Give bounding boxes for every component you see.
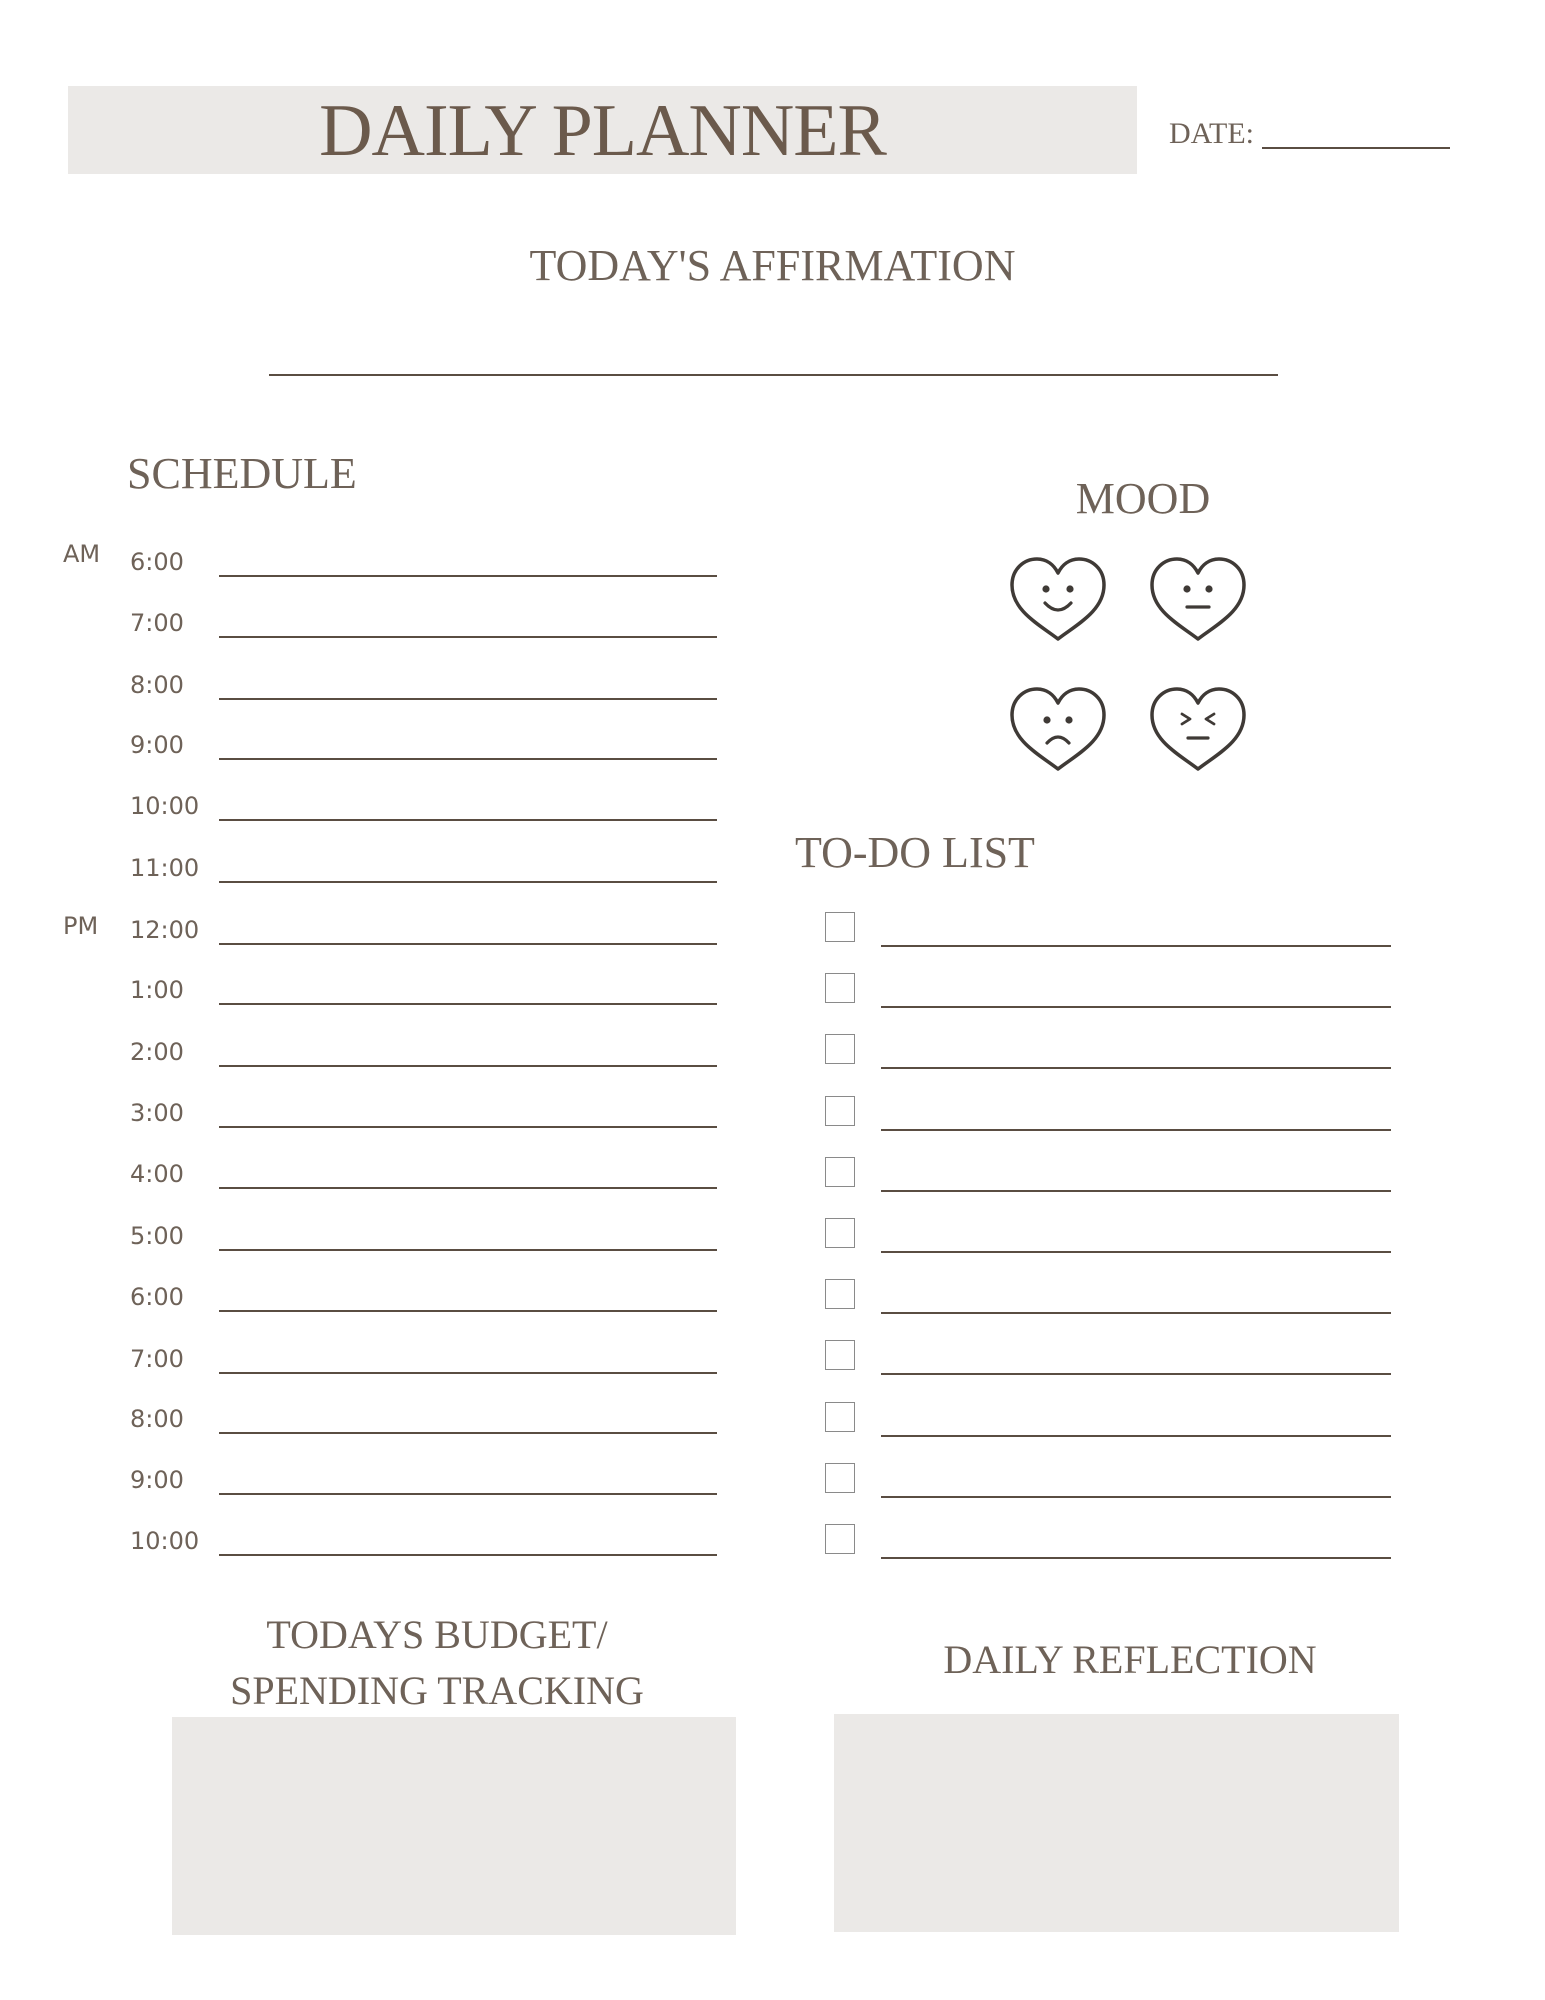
schedule-time: 10:00 (130, 792, 200, 820)
todo-checkbox[interactable] (825, 1463, 855, 1493)
schedule-time: 4:00 (130, 1160, 184, 1188)
budget-title (170, 1607, 704, 1719)
schedule-entry-line[interactable] (219, 1493, 717, 1495)
schedule-time: 7:00 (130, 609, 184, 637)
todo-entry-line[interactable] (881, 1251, 1391, 1253)
sad-heart-icon[interactable] (1008, 685, 1108, 773)
schedule-entry-line[interactable] (219, 1003, 717, 1005)
budget-title-line1: TODAYS BUDGET/ (266, 1612, 608, 1657)
todo-entry-line[interactable] (881, 945, 1391, 947)
todo-checkbox[interactable] (825, 1034, 855, 1064)
todo-entry-line[interactable] (881, 1067, 1391, 1069)
schedule-time: 3:00 (130, 1099, 184, 1127)
budget-title-line2: SPENDING TRACKING (230, 1668, 644, 1713)
todo-entry-line[interactable] (881, 1496, 1391, 1498)
neutral-heart-icon[interactable] (1148, 555, 1248, 643)
todo-entry-line[interactable] (881, 1435, 1391, 1437)
todo-checkbox[interactable] (825, 1218, 855, 1248)
schedule-entry-line[interactable] (219, 698, 717, 700)
schedule-time: 1:00 (130, 976, 184, 1004)
schedule-time: 9:00 (130, 731, 184, 759)
schedule-time: 5:00 (130, 1222, 184, 1250)
schedule-entry-line[interactable] (219, 1187, 717, 1189)
schedule-entry-line[interactable] (219, 1554, 717, 1556)
todo-checkbox[interactable] (825, 1096, 855, 1126)
schedule-entry-line[interactable] (219, 1310, 717, 1312)
schedule-entry-line[interactable] (219, 881, 717, 883)
schedule-time: 9:00 (130, 1466, 184, 1494)
todo-checkbox[interactable] (825, 912, 855, 942)
schedule-time: 11:00 (130, 854, 200, 882)
todo-checkbox[interactable] (825, 1340, 855, 1370)
date-field-line[interactable] (1262, 147, 1450, 149)
schedule-time: 10:00 (130, 1527, 200, 1555)
page-title: DAILY PLANNER (319, 90, 886, 172)
date-label: DATE: (1169, 117, 1254, 150)
schedule-entry-line[interactable] (219, 575, 717, 577)
schedule-time: 12:00 (130, 916, 200, 944)
schedule-time: 6:00 (130, 1283, 184, 1311)
schedule-entry-line[interactable] (219, 1249, 717, 1251)
schedule-entry-line[interactable] (219, 758, 717, 760)
todo-checkbox[interactable] (825, 1279, 855, 1309)
schedule-entry-line[interactable] (219, 1432, 717, 1434)
todo-checkbox[interactable] (825, 1157, 855, 1187)
schedule-time: 7:00 (130, 1345, 184, 1373)
am-label: AM (63, 540, 101, 568)
schedule-time: 8:00 (130, 671, 184, 699)
todo-entry-line[interactable] (881, 1190, 1391, 1192)
schedule-entry-line[interactable] (219, 1126, 717, 1128)
reflection-title: DAILY REFLECTION (943, 1637, 1317, 1682)
schedule-entry-line[interactable] (219, 943, 717, 945)
todo-checkbox[interactable] (825, 1524, 855, 1554)
todo-title: TO-DO LIST (795, 828, 1035, 877)
todo-checkbox[interactable] (825, 1402, 855, 1432)
affirmation-field-line[interactable] (269, 374, 1278, 376)
schedule-title: SCHEDULE (127, 449, 357, 498)
schedule-entry-line[interactable] (219, 819, 717, 821)
schedule-time: 2:00 (130, 1038, 184, 1066)
schedule-time: 8:00 (130, 1405, 184, 1433)
pm-label: PM (63, 912, 99, 940)
todo-entry-line[interactable] (881, 1373, 1391, 1375)
budget-input-box[interactable] (172, 1717, 736, 1935)
mood-title: MOOD (1075, 474, 1211, 523)
todo-entry-line[interactable] (881, 1557, 1391, 1559)
todo-entry-line[interactable] (881, 1129, 1391, 1131)
todo-entry-line[interactable] (881, 1006, 1391, 1008)
schedule-entry-line[interactable] (219, 1065, 717, 1067)
affirmation-title: TODAY'S AFFIRMATION (529, 241, 1016, 290)
schedule-entry-line[interactable] (219, 636, 717, 638)
frustrated-heart-icon[interactable] (1148, 685, 1248, 773)
todo-checkbox[interactable] (825, 973, 855, 1003)
reflection-input-box[interactable] (834, 1714, 1399, 1932)
schedule-time: 6:00 (130, 548, 184, 576)
todo-entry-line[interactable] (881, 1312, 1391, 1314)
schedule-entry-line[interactable] (219, 1372, 717, 1374)
happy-heart-icon[interactable] (1008, 555, 1108, 643)
